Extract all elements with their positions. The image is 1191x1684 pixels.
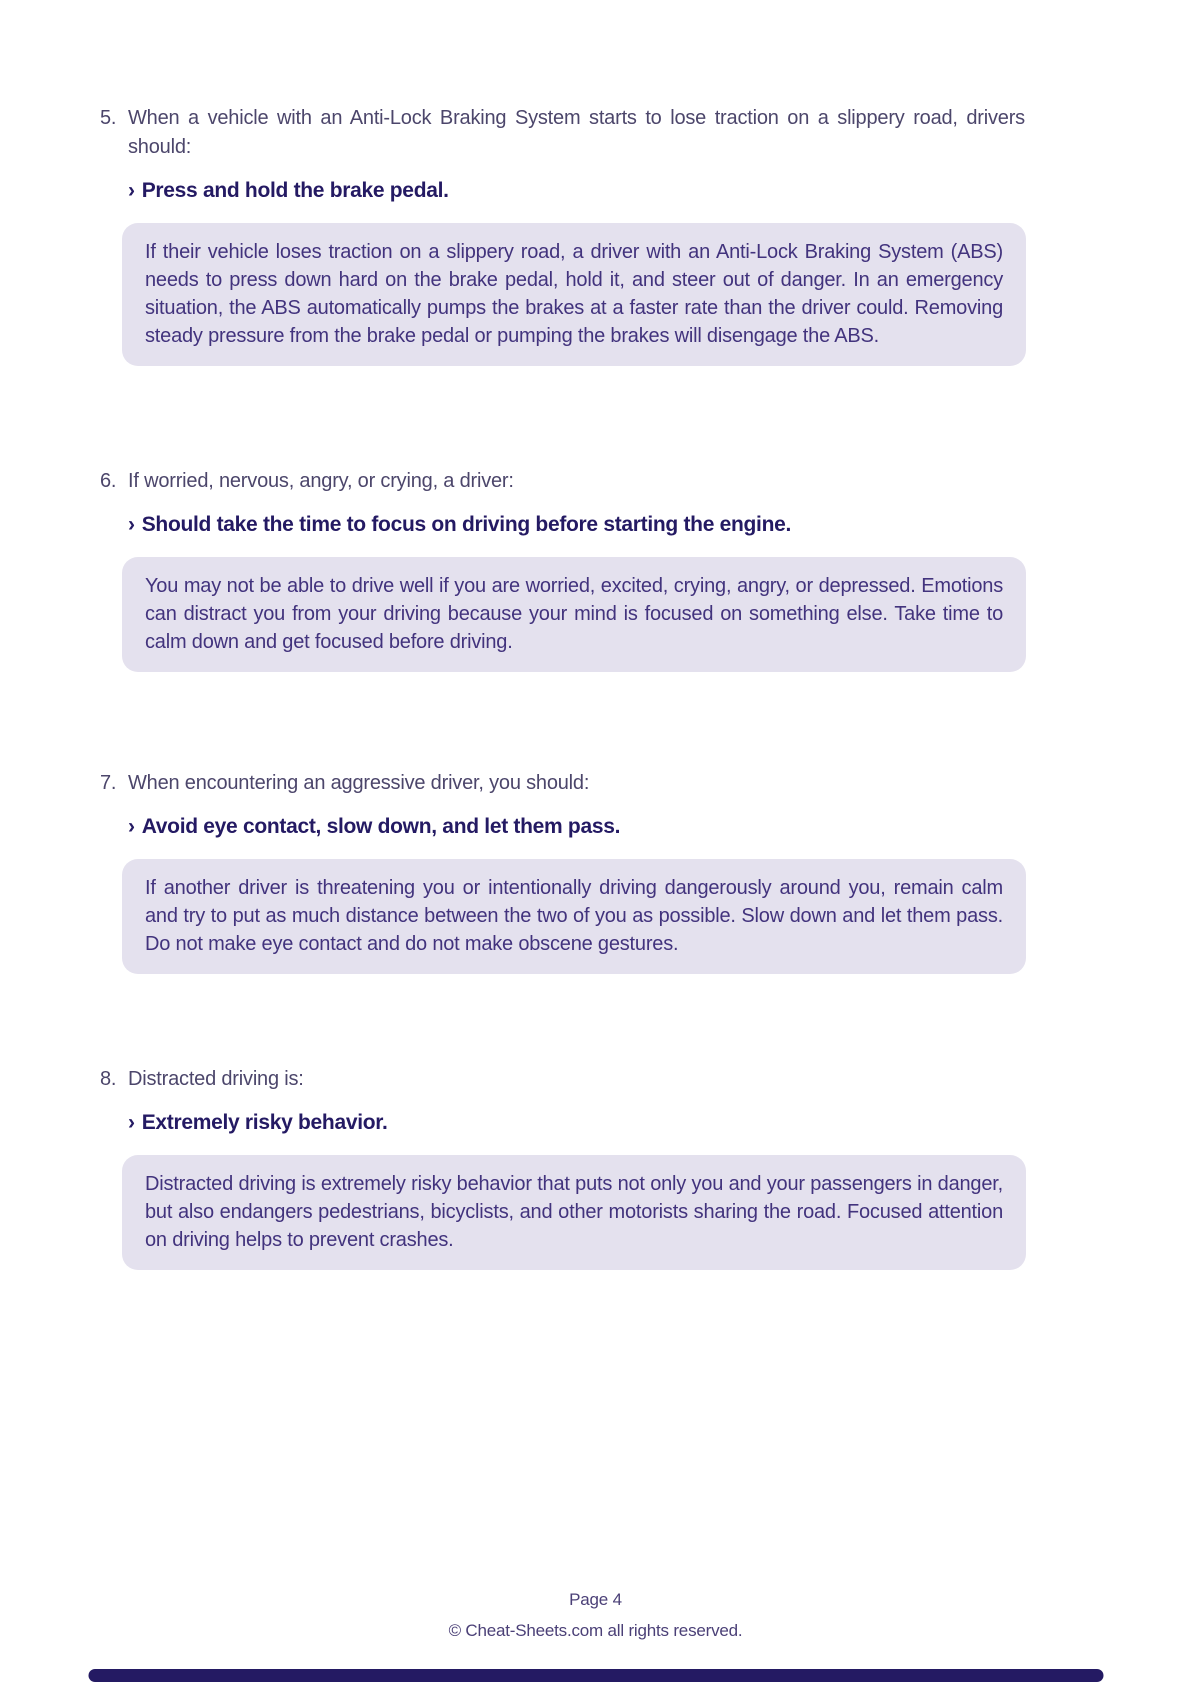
explanation-box (122, 859, 1026, 974)
page-footer (0, 1589, 1191, 1642)
answer-line (128, 511, 1191, 539)
bottom-accent-bar (88, 1669, 1103, 1682)
explanation-text: If another driver is threatening you or intentionally driving dangerously around you, remain calm and try to put as much distance between the two of you as possible. Slow down and let them pass. Do not make eye contact and do not make obscene gestures. (145, 877, 1003, 955)
explanation-box (122, 223, 1026, 366)
answer-chevron-icon: › (128, 179, 135, 202)
explanation-box (122, 557, 1026, 672)
explanation-box (122, 1155, 1026, 1270)
answer-text: Press and hold the brake pedal. (141, 179, 449, 202)
answer-text: Extremely risky behavior. (141, 1111, 388, 1134)
explanation-text: If their vehicle loses traction on a slippery road, a driver with an Anti-Lock Braking System (ABS) needs to press down hard on the brake pedal, hold it, and steer out of danger. In an emergency situation, the ABS automatically pumps the brakes at a faster rate than the driver could. Removing steady pressure from the brake pedal or pumping the brakes will disengage the ABS. (145, 241, 1003, 347)
question-item-5 (100, 104, 1191, 366)
question-number: 8. (100, 1068, 117, 1090)
answer-text: Should take the time to focus on driving before starting the engine. (141, 513, 792, 536)
question-number: 5. (100, 107, 117, 129)
answer-line (128, 1109, 1191, 1137)
explanation-text: Distracted driving is extremely risky behavior that puts not only you and your passengers in danger, but also endangers pedestrians, bicyclists, and other motorists sharing the road. Focused attention on driving helps to prevent crashes. (145, 1173, 1003, 1251)
question-item-6 (100, 467, 1191, 672)
question-text: Distracted driving is: (128, 1068, 304, 1090)
question-text: When encountering an aggressive driver, you should: (128, 772, 590, 794)
question-text: When a vehicle with an Anti-Lock Braking System starts to lose traction on a slippery road, drivers should: (128, 107, 1025, 158)
question-text: If worried, nervous, angry, or crying, a driver: (128, 470, 514, 492)
copyright-text: © Cheat-Sheets.com all rights reserved. (448, 1621, 743, 1640)
explanation-text: You may not be able to drive well if you are worried, excited, crying, angry, or depressed. Emotions can distract you from your driving because your mind is focused on something else. Take time to calm down and get focused before driving. (145, 575, 1003, 653)
answer-chevron-icon: › (128, 513, 135, 536)
answer-chevron-icon: › (128, 815, 135, 838)
question-line (100, 104, 1025, 162)
answer-line (128, 813, 1191, 841)
question-item-8 (100, 1065, 1191, 1270)
answer-text: Avoid eye contact, slow down, and let them pass. (141, 815, 621, 838)
question-number: 7. (100, 772, 117, 794)
question-line (100, 769, 1025, 798)
answer-line (128, 177, 1191, 205)
answer-chevron-icon: › (128, 1111, 135, 1134)
question-line (100, 1065, 1025, 1094)
question-item-7 (100, 769, 1191, 974)
page-number: Page 4 (569, 1590, 622, 1609)
question-line (100, 467, 1025, 496)
question-number: 6. (100, 470, 117, 492)
